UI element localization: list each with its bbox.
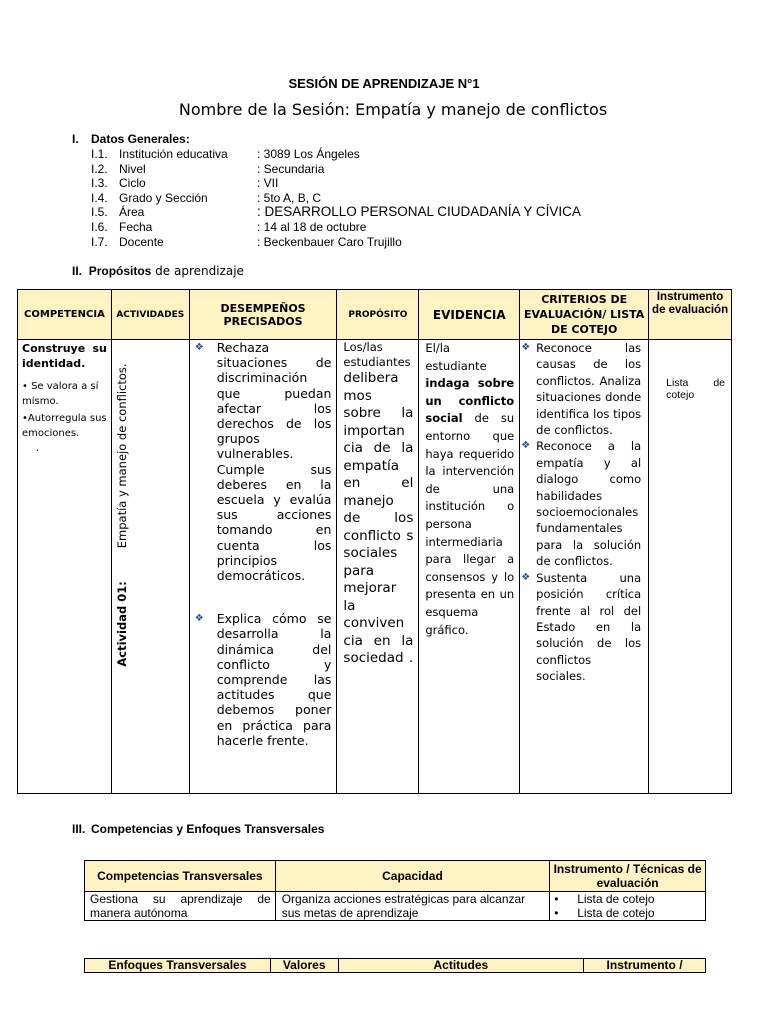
t2-competencia: Gestiona su aprendizaje de manera autónoma	[85, 892, 276, 921]
evidencia-bold: indaga sobre un conflicto social	[425, 376, 515, 426]
evidencia-text: de su entorno que haya requerido la intervención de una institución o persona intermediaria para llegar a consensos y lo presenta en un esquema gráfico.	[425, 411, 515, 637]
general-row-number: I.1.	[91, 147, 108, 161]
general-row-label: Institución educativa	[119, 147, 228, 161]
actividad-label	[115, 355, 129, 675]
header-evidencia: EVIDENCIA	[419, 290, 520, 340]
t2-header: Capacidad	[275, 861, 549, 892]
desempeno-item	[195, 340, 332, 583]
general-heading-number: I.	[72, 132, 79, 146]
t3-header: Valores	[270, 959, 338, 973]
general-row-value: : Secundaria	[257, 161, 325, 176]
general-heading: Datos Generales:	[91, 132, 190, 146]
competencia-item: .	[36, 443, 40, 454]
general-row-value: : 5to A, B, C	[257, 190, 322, 205]
general-row-label: Docente	[119, 234, 164, 249]
criterio-item	[521, 340, 641, 438]
general-row	[91, 191, 731, 206]
t2-header: Instrumento / Técnicas de evaluación	[550, 861, 706, 892]
t2-header-row	[85, 861, 706, 892]
t3-header: Actitudes	[338, 959, 583, 973]
competencia-item: • Se valora a sí mismo.	[22, 381, 99, 407]
general-row-value: : VII	[257, 176, 279, 191]
general-row-value: : Beckenbauer Caro Trujillo	[257, 234, 402, 249]
list-item: • Lista de cotejo	[554, 892, 655, 906]
enfoques-transversales-table	[84, 958, 706, 973]
instrumento-text: Lista de cotejo	[666, 377, 725, 401]
t3-header: Instrumento /	[584, 959, 706, 973]
purposes-rest: de aprendizaje	[151, 264, 244, 278]
general-data-list	[91, 147, 731, 251]
evidencia-text: El/la estudiante	[425, 341, 487, 373]
diamond-bullet-icon: ❖	[521, 571, 531, 583]
header-actividades: ACTIVIDADES	[111, 290, 189, 340]
competencias-transversales-table	[84, 860, 706, 921]
header-instrumento: Instrumento de evaluación	[649, 290, 732, 340]
criterios-cell	[520, 340, 649, 794]
criterio-item	[521, 438, 641, 569]
session-title: SESIÓN DE APRENDIZAJE N°1	[288, 76, 480, 91]
transversal-number: III.	[72, 822, 86, 836]
t3-header-row	[85, 959, 706, 973]
general-row	[91, 147, 731, 162]
session-table	[17, 289, 732, 794]
header-desempenos: DESEMPEÑOS PRECISADOS	[189, 290, 337, 340]
header-competencia: COMPETENCIA	[18, 290, 112, 340]
evidencia-cell	[419, 340, 520, 794]
general-row-label: Fecha	[119, 220, 153, 234]
general-row	[91, 205, 731, 220]
general-row-number: I.7.	[91, 234, 108, 249]
t2-capacidad: Organiza acciones estratégicas para alcanzar sus metas de aprendizaje	[275, 892, 549, 921]
desempeno-text: Rechaza situaciones de discriminación que puedan afectar los derechos de los grupos vulnerables. Cumple sus deberes en la escuela y evalúa sus acciones tomando en cuenta los principios democráticos.	[216, 340, 332, 584]
purposes-heading	[72, 264, 244, 278]
desempenos-cell	[189, 340, 337, 794]
diamond-bullet-icon: ❖	[194, 342, 204, 353]
general-row-value: : 14 al 18 de octubre	[257, 220, 367, 234]
transversal-heading: Competencias y Enfoques Transversales	[91, 822, 325, 836]
general-row-label: Área	[119, 205, 145, 220]
purposes-number: II.	[72, 264, 83, 278]
desempeno-item	[195, 611, 332, 748]
general-row	[91, 162, 731, 177]
diamond-bullet-icon: ❖	[521, 342, 531, 353]
general-row-number: I.5.	[91, 205, 108, 220]
diamond-bullet-icon: ❖	[521, 440, 531, 452]
general-row-number: I.3.	[91, 176, 108, 191]
proposito-cell	[337, 340, 419, 794]
instrumento-cell	[649, 340, 732, 794]
general-row-number: I.6.	[91, 220, 108, 234]
actividad-name: Empatía y manejo de conflictos.	[114, 363, 129, 549]
t2-row	[85, 892, 706, 921]
general-row-label: Grado y Sección	[119, 190, 208, 205]
list-item: • Lista de cotejo	[554, 906, 655, 920]
table-header-row	[18, 290, 732, 340]
desempeno-text: Explica cómo se desarrolla la dinámica del conflicto y comprende las actitudes que debemos poner en práctica para hacerle frente.	[216, 611, 332, 748]
header-proposito: PROPÓSITO	[337, 290, 419, 340]
t2-instrumentos	[550, 892, 706, 921]
proposito-intro: Los/las estudiantes	[343, 340, 411, 369]
general-row-number: I.2.	[91, 161, 108, 176]
competencia-title: Construye su identidad.	[22, 342, 107, 370]
general-row-label: Ciclo	[119, 176, 146, 191]
criterio-text: Reconoce las causas de los conflictos. Analiza situaciones donde identifica los tipos de conflictos.	[536, 341, 642, 438]
proposito-text: delibera mos sobre la importan cia de la empatía en el manejo de los conflicto s sociales para mejorar la conviven cia en la sociedad .	[343, 370, 414, 666]
criterio-item	[521, 570, 641, 685]
general-row	[91, 235, 731, 250]
general-row-number: I.4.	[91, 190, 108, 205]
actividad-cell	[111, 340, 189, 794]
competencia-cell	[18, 340, 112, 794]
diamond-bullet-icon: ❖	[194, 613, 204, 625]
criterio-text: Reconoce a la empatía y al dialogo como habilidades socioemocionales fundamentales para la solución de conflictos.	[536, 439, 642, 569]
general-row-label: Nivel	[119, 161, 146, 176]
general-row-value: : 3089 Los Ángeles	[257, 147, 360, 161]
criterio-text: Sustenta una posición crítica frente al rol del Estado en la solución de los conflictos sociales.	[536, 570, 642, 684]
competencia-item: •Autorregula sus emociones.	[22, 413, 107, 439]
table-body-row	[18, 340, 732, 794]
general-row	[91, 176, 731, 191]
t2-header: Competencias Transversales	[85, 861, 276, 892]
t3-header: Enfoques Transversales	[85, 959, 271, 973]
session-name: Nombre de la Sesión: Empatía y manejo de conflictos	[178, 100, 608, 119]
purposes-bold: Propósitos	[88, 264, 152, 278]
header-criterios: CRITERIOS DE EVALUACIÓN/ LISTA DE COTEJO	[520, 290, 649, 340]
general-row-value: : DESARROLLO PERSONAL CIUDADANÍA Y CÍVICA	[257, 204, 581, 220]
actividad-number: Actividad 01:	[114, 581, 129, 667]
general-row	[91, 220, 731, 235]
